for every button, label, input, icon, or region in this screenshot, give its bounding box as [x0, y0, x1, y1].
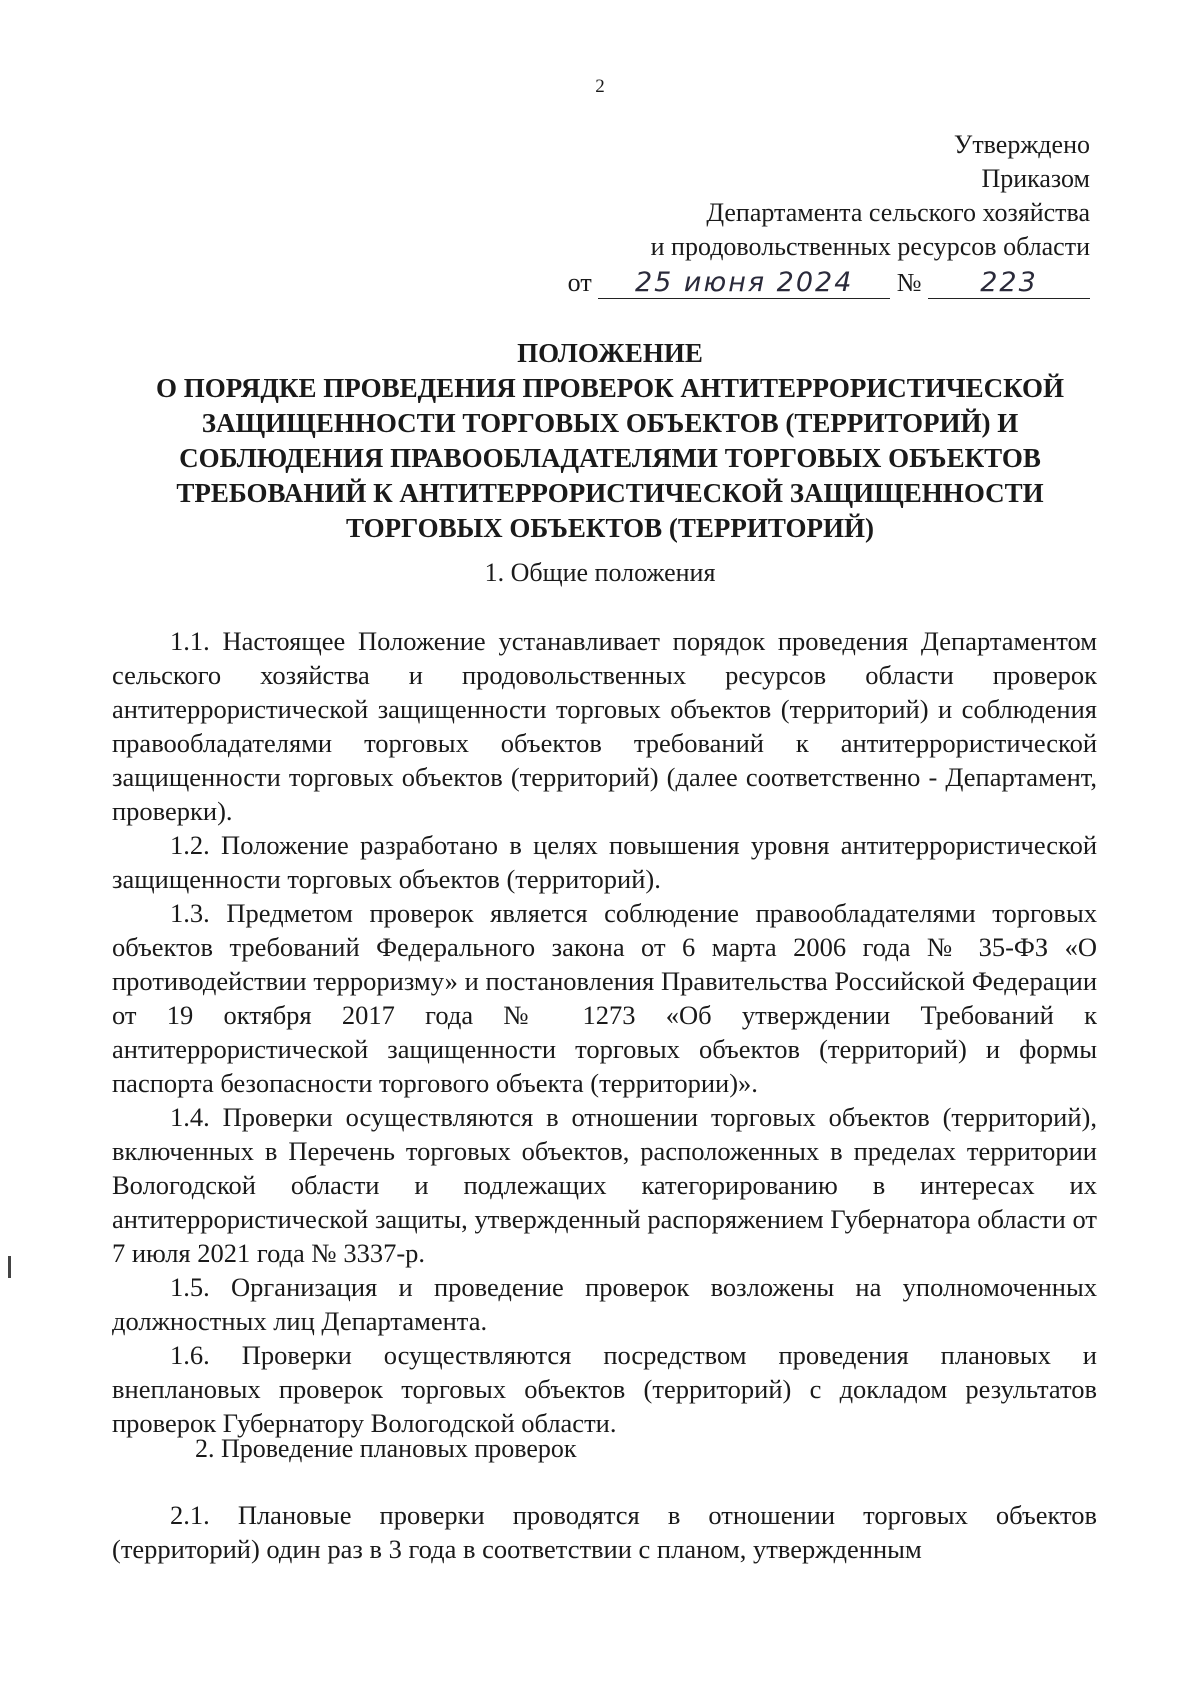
scan-edge-mark [8, 1256, 11, 1278]
paragraph-1-5: 1.5. Организация и проведение проверок возложены на уполномоченных должностных лиц Департамента. [112, 1272, 1097, 1336]
section-1-heading: 1. Общие положения [484, 558, 716, 587]
document-title [130, 336, 1090, 546]
title-line-2: О ПОРЯДКЕ ПРОВЕДЕНИЯ ПРОВЕРОК АНТИТЕРРОРИСТИЧЕСКОЙ [155, 373, 1065, 403]
paragraph-2-1: 2.1. Плановые проверки проводятся в отношении торговых объектов (территорий) один раз в 3 года в соответствии с планом, утвержденным [112, 1500, 1097, 1564]
paragraph-1-6: 1.6. Проверки осуществляются посредством проведения плановых и внеплановых проверок торговых объектов (территорий) с докладом результатов проверок Губернатору Вологодской области. [112, 1340, 1097, 1438]
approval-line-4: и продовольственных ресурсов области [650, 232, 1090, 261]
title-line-3: ЗАЩИЩЕННОСТИ ТОРГОВЫХ ОБЪЕКТОВ (ТЕРРИТОРИЙ) И [201, 408, 1019, 438]
approval-line-2: Приказом [981, 164, 1090, 193]
section-2-heading: 2. Проведение плановых проверок [195, 1434, 577, 1463]
title-line-1: ПОЛОЖЕНИЕ [517, 338, 703, 368]
page-number: 2 [595, 76, 605, 97]
handwritten-number: 223 [928, 268, 1090, 299]
date-prefix: от [567, 268, 592, 297]
title-line-6: ТОРГОВЫХ ОБЪЕКТОВ (ТЕРРИТОРИЙ) [345, 513, 875, 543]
approval-line-1: Утверждено [953, 130, 1090, 159]
approval-date-row [530, 266, 1090, 300]
number-sign: № [896, 268, 922, 297]
section-1-body [112, 624, 1097, 1440]
paragraph-1-3: 1.3. Предметом проверок является соблюдение правообладателями торговых объектов требований Федерального закона от 6 марта 2006 года № 35-ФЗ «О противодействии терроризму» и постановления Правительства Российской Федерации от 19 октября 2017 года № 1273 «Об утверждении Требований к антитеррористической защищенности торговых объектов (территорий) и формы паспорта безопасности торгового объекта (территории)». [112, 898, 1097, 1098]
section-2-body [112, 1498, 1097, 1566]
approval-line-3: Департамента сельского хозяйства [706, 198, 1090, 227]
title-line-5: ТРЕБОВАНИЙ К АНТИТЕРРОРИСТИЧЕСКОЙ ЗАЩИЩЕННОСТИ [176, 478, 1044, 508]
paragraph-1-4: 1.4. Проверки осуществляются в отношении торговых объектов (территорий), включенных в Перечень торговых объектов, расположенных в пределах территории Вологодской области и подлежащих категорированию в интересах их антитеррористической защиты, утвержденный распоряжением Губернатора области от 7 июля 2021 года № 3337-р. [112, 1102, 1097, 1268]
handwritten-date: 25 июня 2024 [598, 268, 890, 299]
paragraph-1-1: 1.1. Настоящее Положение устанавливает порядок проведения Департаментом сельского хозяйства и продовольственных ресурсов области проверок антитеррористической защищенности торговых объектов (территорий) и соблюдения правообладателями торговых объектов требований к антитеррористической защищенности торговых объектов (территорий) (далее соответственно - Департамент, проверки). [112, 626, 1097, 826]
title-line-4: СОБЛЮДЕНИЯ ПРАВООБЛАДАТЕЛЯМИ ТОРГОВЫХ ОБЪЕКТОВ [179, 443, 1041, 473]
paragraph-1-2: 1.2. Положение разработано в целях повышения уровня антитеррористической защищенности торговых объектов (территорий). [112, 830, 1097, 894]
approval-stamp-block [530, 128, 1090, 300]
